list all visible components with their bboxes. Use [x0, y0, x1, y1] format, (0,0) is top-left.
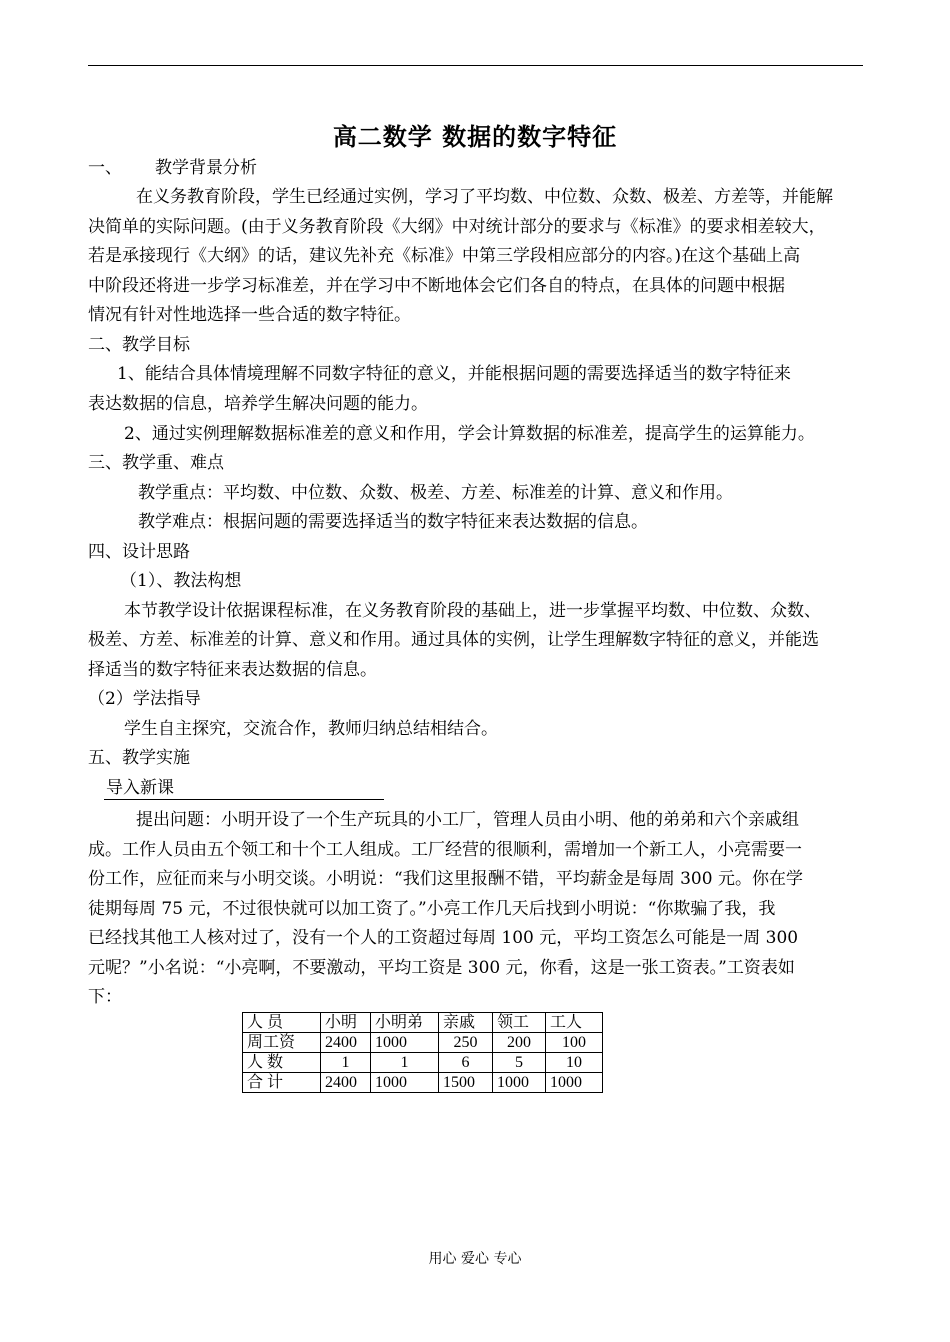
section4-sub2-line-1: 学生自主探究，交流合作，教师归纳总结相结合。 [124, 719, 498, 739]
section2-line-1: 1、能结合具体情境理解不同数字特征的意义，并能根据问题的需要选择适当的数字特征来 [117, 364, 791, 384]
table-cell: 100 [546, 1033, 603, 1053]
section1-line-5: 情况有针对性地选择一些合适的数字特征。 [88, 305, 411, 325]
section5-heading: 五、教学实施 [88, 748, 190, 768]
section5-line-2: 成。工作人员由五个领工和十个工人组成。工厂经营的很顺利，需增加一个新工人，小亮需要一 [88, 840, 802, 860]
section4-sub1-line-3: 择适当的数字特征来表达数据的信息。 [88, 660, 377, 680]
section3-line-2: 教学难点：根据问题的需要选择适当的数字特征来表达数据的信息。 [138, 512, 648, 532]
section3-line-1: 教学重点：平均数、中位数、众数、极差、方差、标准差的计算、意义和作用。 [138, 483, 733, 503]
section2-line-2: 表达数据的信息，培养学生解决问题的能力。 [88, 394, 428, 414]
table-cell: 小明 [321, 1013, 371, 1033]
section5-line-6: 元呢？”小名说：“小亮啊，不要激动，平均工资是 300 元，你看，这是一张工资表。”工资表如 [88, 958, 795, 978]
section4-sub2: （2）学法指导 [88, 689, 201, 709]
page-title: 高二数学 数据的数字特征 [332, 122, 618, 151]
table-cell: 人 数 [243, 1053, 321, 1073]
section4-sub1: （1）、教法构想 [120, 571, 242, 591]
section2-line-3: 2、通过实例理解数据标准差的意义和作用，学会计算数据的标准差，提高学生的运算能力。 [124, 424, 815, 444]
table-cell: 领工 [493, 1013, 546, 1033]
table-cell: 5 [493, 1053, 546, 1073]
table-cell: 1000 [371, 1073, 439, 1093]
table-cell: 人 员 [243, 1013, 321, 1033]
section5-line-7: 下： [88, 987, 122, 1007]
wage-table [242, 1012, 603, 1093]
table-cell: 1 [321, 1053, 371, 1073]
section4-sub1-line-2: 极差、方差、标准差的计算、意义和作用。通过具体的实例，让学生理解数字特征的意义，并能选 [88, 630, 819, 650]
section1-line-4: 中阶段还将进一步学习标准差，并在学习中不断地体会它们各自的特点，在具体的问题中根据 [88, 276, 785, 296]
section4-sub1-line-1: 本节教学设计依据课程标准，在义务教育阶段的基础上，进一步掌握平均数、中位数、众数、 [124, 601, 821, 621]
table-cell: 周工资 [243, 1033, 321, 1053]
header-rule [88, 65, 863, 66]
section1-number: 一、 [88, 158, 122, 178]
table-row [243, 1013, 603, 1033]
table-cell: 10 [546, 1053, 603, 1073]
section1-heading: 教学背景分析 [155, 158, 257, 178]
table-cell: 6 [439, 1053, 493, 1073]
section5-line-3: 份工作，应征而来与小明交谈。小明说：“我们这里报酬不错，平均薪金是每周 300 元。你在学 [88, 869, 803, 889]
table-cell: 1 [371, 1053, 439, 1073]
page-footer: 用心 爱心 专心 [428, 1251, 522, 1267]
table-cell: 1000 [371, 1033, 439, 1053]
section5-line-4: 徒期每周 75 元，不过很快就可以加工资了。”小亮工作几天后找到小明说：“你欺骗了我，我 [88, 899, 776, 919]
section5-subheading: 导入新课 [106, 778, 174, 798]
table-row [243, 1053, 603, 1073]
table-cell: 1000 [493, 1073, 546, 1093]
table-cell: 工人 [546, 1013, 603, 1033]
table-cell: 2400 [321, 1033, 371, 1053]
table-cell: 250 [439, 1033, 493, 1053]
section5-line-5: 已经找其他工人核对过了，没有一个人的工资超过每周 100 元，平均工资怎么可能是一周 300 [88, 928, 799, 948]
section3-heading: 三、教学重、难点 [88, 453, 224, 473]
section2-heading: 二、教学目标 [88, 335, 190, 355]
section4-heading: 四、设计思路 [88, 542, 190, 562]
table-cell: 1500 [439, 1073, 493, 1093]
table-row [243, 1033, 603, 1053]
table-cell: 2400 [321, 1073, 371, 1093]
section5-line-1: 提出问题：小明开设了一个生产玩具的小工厂，管理人员由小明、他的弟弟和六个亲戚组 [136, 810, 799, 830]
table-cell: 200 [493, 1033, 546, 1053]
table-cell: 合 计 [243, 1073, 321, 1093]
table-row [243, 1073, 603, 1093]
table-cell: 亲戚 [439, 1013, 493, 1033]
table-cell: 小明弟 [371, 1013, 439, 1033]
subheading-underline [104, 799, 384, 800]
section1-line-1: 在义务教育阶段，学生已经通过实例，学习了平均数、中位数、众数、极差、方差等，并能解 [136, 187, 833, 207]
section1-line-2: 决简单的实际问题。(由于义务教育阶段《大纲》中对统计部分的要求与《标准》的要求相差较大， [88, 217, 826, 237]
section1-line-3: 若是承接现行《大纲》的话，建议先补充《标准》中第三学段相应部分的内容。)在这个基础上高 [88, 246, 801, 266]
table-cell: 1000 [546, 1073, 603, 1093]
